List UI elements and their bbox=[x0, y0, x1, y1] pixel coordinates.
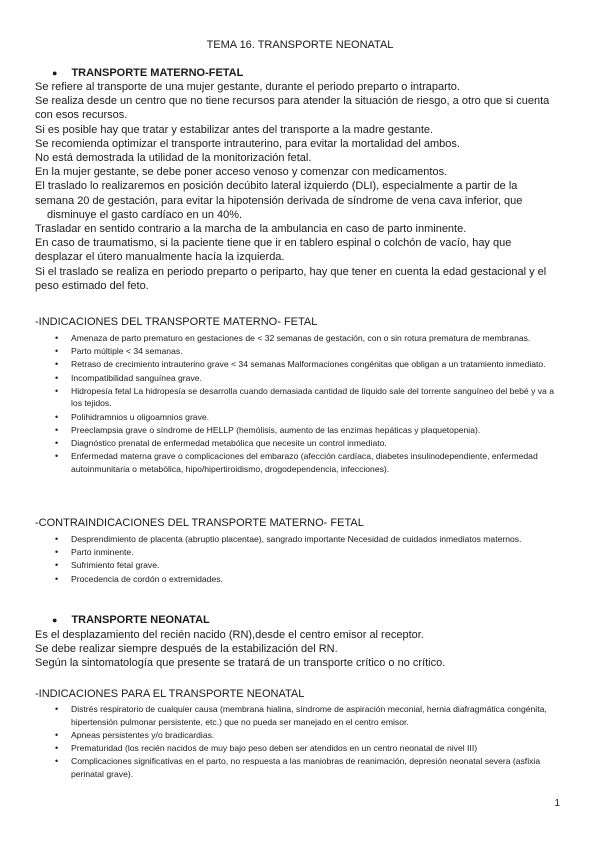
list-item: • Apneas persistentes y/o bradicardias. bbox=[35, 729, 560, 742]
paragraph-line: Se realiza desde un centro que no tiene recursos para atender la situación de riesgo, a otro que si cuenta bbox=[35, 95, 550, 108]
paragraph-line: En la mujer gestante, se debe poner acceso venoso y comenzar con medicamentos. bbox=[35, 166, 448, 179]
paragraph-line: Si es posible hay que tratar y estabilizar antes del transporte a la madre gestante. bbox=[35, 123, 434, 136]
document-title: TEMA 16. TRANSPORTE NEONATAL bbox=[206, 39, 394, 51]
section-body-neonatal bbox=[35, 628, 565, 671]
list-item: • Desprendimiento de placenta (abruptio placentae), sangrado importante Necesidad de cuidados inmediatos maternos. bbox=[35, 533, 560, 546]
list-item: • Preeclampsia grave o síndrome de HELLP (hemólisis, aumento de las enzimas hepáticas y plaquetopenia). bbox=[35, 424, 560, 437]
list-item: • Polihidramnios u oligoamnios grave. bbox=[35, 411, 560, 424]
list-contraindicaciones-materno bbox=[35, 533, 560, 586]
section-heading-neonatal bbox=[52, 614, 210, 626]
list-item: • Procedencia de cordón o extremidades. bbox=[35, 573, 560, 586]
list-item: • Enfermedad materna grave o complicaciones del embarazo (afección cardíaca, diabetes insulinodependiente, enfermedad autoinmunitaria o metabólica, hipo/hipertiroidismo, drogodependencia, infecciones). bbox=[35, 450, 560, 475]
list-item: • Amenaza de parto prematuro en gestaciones de < 32 semanas de gestación, con o sin rotura prematura de membranas. bbox=[35, 332, 560, 345]
subheading-indicaciones-neonatal: -INDICACIONES PARA EL TRANSPORTE NEONATAL bbox=[35, 688, 305, 700]
paragraph-line: Se recomienda optimizar el transporte intrauterino, para evitar la mortalidad del ambos. bbox=[35, 137, 460, 150]
section-heading-text: TRANSPORTE NEONATAL bbox=[71, 614, 210, 626]
paragraph-line: No está demostrada la utilidad de la monitorización fetal. bbox=[35, 152, 312, 165]
list-item: • Parto múltiple < 34 semanas. bbox=[35, 345, 560, 358]
subheading-indicaciones-materno: -INDICACIONES DEL TRANSPORTE MATERNO- FETAL bbox=[35, 316, 318, 328]
paragraph-line: Se debe realizar siempre después de la estabilización del RN. bbox=[35, 643, 338, 656]
bullet-icon: ● bbox=[52, 615, 58, 625]
paragraph-line: En caso de traumatismo, si la paciente tiene que ir en tablero espinal o colchón de vacío, hay que bbox=[35, 237, 512, 250]
list-item: • Hidropesía fetal La hidropesía se desarrolla cuando demasiada cantidad de líquido sale del torrente sanguíneo del bebé y va a los tejidos. bbox=[35, 385, 560, 410]
paragraph-line: semana 20 de gestación, para evitar la hipotensión derivada de síndrome de vena cava inferior, que bbox=[35, 194, 523, 207]
page-number: 1 bbox=[554, 798, 560, 809]
list-item: • Sufrimiento fetal grave. bbox=[35, 559, 560, 572]
paragraph-line: disminuye el gasto cardíaco en un 40%. bbox=[47, 208, 243, 221]
list-item: • Prematuridad (los recién nacidos de muy bajo peso deben ser atendidos en un centro neonatal de nivel III) bbox=[35, 742, 560, 755]
list-item: • Parto inminente. bbox=[35, 546, 560, 559]
list-item: • Distrés respiratorio de cualquier causa (membrana hialina, síndrome de aspiración meconial, hernia diafragmática congénita, hipertensión pulmonar persistente, etc.) que no pueda ser manejado en el centro emisor. bbox=[35, 703, 560, 728]
list-item: • Diagnóstico prenatal de enfermedad metabólica que necesite un control inmediato. bbox=[35, 437, 560, 450]
paragraph-line: Si el traslado se realiza en periodo preparto o periparto, hay que tener en cuenta la edad gestacional y el bbox=[35, 265, 547, 278]
paragraph-line: Trasladar en sentido contrario a la marcha de la ambulancia en caso de parto inminente. bbox=[35, 223, 467, 236]
paragraph-line: Es el desplazamiento del recién nacido (RN),desde el centro emisor al receptor. bbox=[35, 629, 424, 641]
bullet-icon: ● bbox=[52, 68, 58, 78]
list-item: • Retraso de crecimiento intrauterino grave < 34 semanas Malformaciones congénitas que obligan a un tratamiento inmediato. bbox=[35, 358, 560, 371]
paragraph-line: El traslado lo realizaremos en posición decúbito lateral izquierdo (DLI), especialmente a partir de la bbox=[35, 180, 518, 193]
paragraph-line: peso estimado del feto. bbox=[35, 279, 149, 292]
paragraph-line: Se refiere al transporte de una mujer gestante, durante el periodo preparto o intraparto. bbox=[35, 81, 460, 93]
section-body-materno-fetal bbox=[35, 80, 565, 293]
subheading-contraindicaciones-materno: -CONTRAINDICACIONES DEL TRANSPORTE MATERNO- FETAL bbox=[35, 517, 364, 529]
paragraph-line: desplazar el útero manualmente hacía la izquierda. bbox=[35, 251, 285, 264]
list-item: • Complicaciones significativas en el parto, no respuesta a las maniobras de reanimación, depresión neonatal severa (asfixia perinatal grave). bbox=[35, 755, 560, 780]
list-indicaciones-neonatal bbox=[35, 703, 560, 781]
list-indicaciones-materno bbox=[35, 332, 560, 476]
section-heading-text: TRANSPORTE MATERNO-FETAL bbox=[71, 67, 244, 79]
list-item: • Incompatibilidad sanguínea grave. bbox=[35, 372, 560, 385]
paragraph-line: Según la sintomatología que presente se tratará de un transporte crítico o no crítico. bbox=[35, 657, 446, 670]
section-heading-materno-fetal bbox=[52, 67, 243, 79]
paragraph-line: con esos recursos. bbox=[35, 109, 128, 122]
